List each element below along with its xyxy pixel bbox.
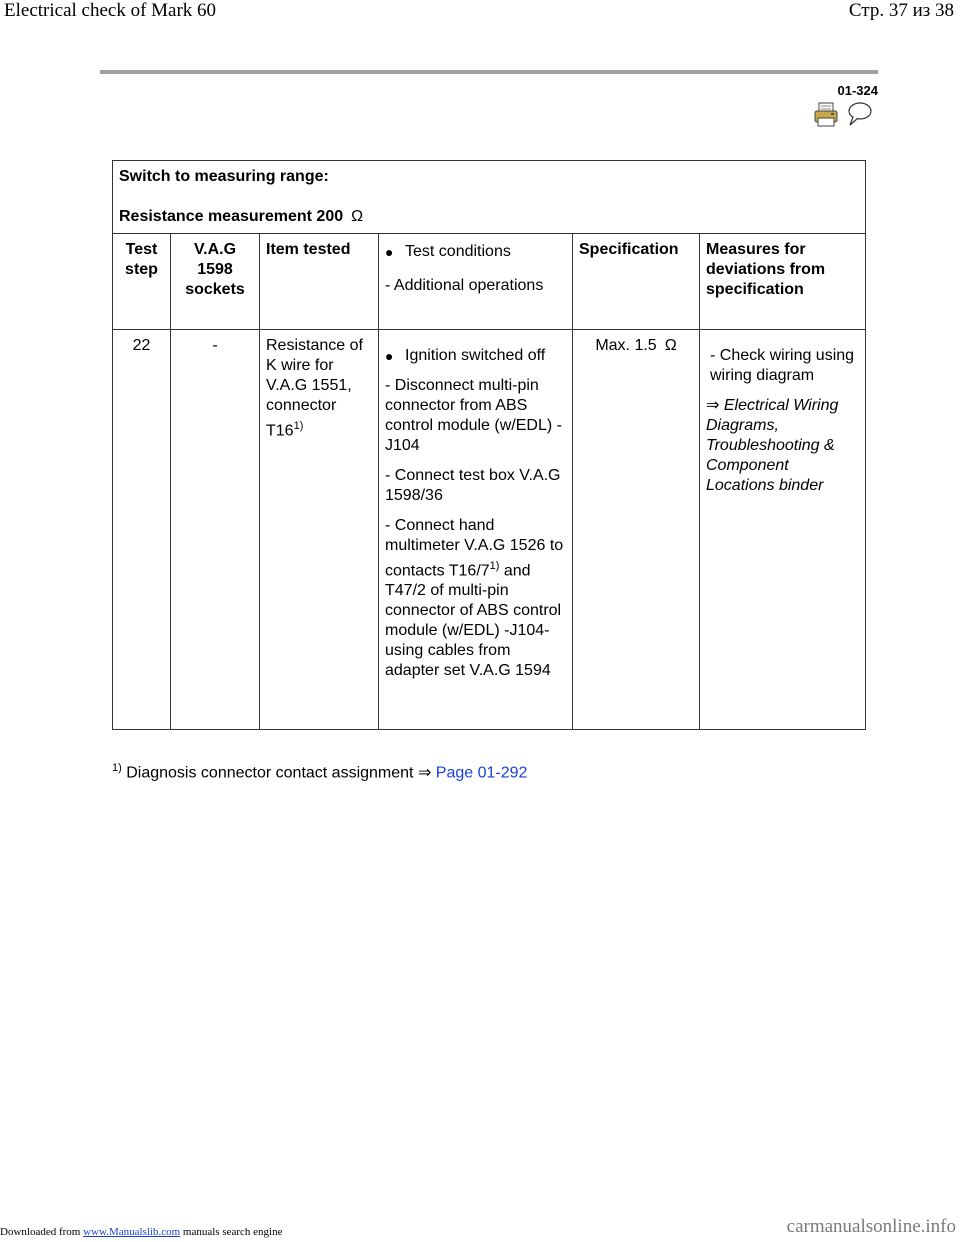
col-test-step: Test step: [113, 234, 171, 330]
speech-bubble-icon[interactable]: [846, 100, 872, 128]
col-vag-sockets: V.A.G 1598 sockets: [171, 234, 260, 330]
cell-item: Resistance of K wire for V.A.G 1551, connector T16$^{1)}$: [260, 330, 379, 730]
footnote: $^{1)}$ Diagnosis connector contact assignment ⇒ Page 01-292: [112, 762, 528, 782]
instruction-line-2: Resistance measurement 200 Ω: [119, 208, 364, 225]
col-specification: Specification: [573, 234, 700, 330]
measuring-range-cell: [113, 161, 866, 234]
instruction-line-1: Switch to measuring range:: [119, 168, 329, 185]
ohm-symbol: Ω: [351, 208, 364, 225]
col-item-tested: Item tested: [260, 234, 379, 330]
page-link[interactable]: Page 01-292: [435, 764, 528, 782]
bullet-icon: ●: [385, 244, 394, 260]
page-info: Стр. 37 из 38: [848, 0, 954, 21]
cell-conditions: ● Ignition switched off - Disconnect multi-pin connector from ABS control module (w/EDL) -J104 - Connect test box V.A.G 1598/36 - Connect hand multimeter V.A.G 1526 to contacts T16/7$^{1)}$ and T47/2 of multi-pin connector of ABS control module (w/EDL) -J104- using cables from adapter set V.A.G 1594: [379, 330, 573, 730]
header-rule: [100, 70, 878, 74]
arrow-icon: ⇒: [417, 764, 432, 782]
watermark: carmanualsonline.info: [786, 1216, 956, 1237]
download-note: Downloaded from www.Manualslib.com manuals search engine: [0, 1226, 283, 1238]
cell-spec: Max. 1.5 Ω: [573, 330, 700, 730]
col-measures: Measures for deviations from specification: [700, 234, 866, 330]
manualslib-link[interactable]: www.Manualslib.com: [83, 1226, 181, 1238]
test-table: [112, 160, 866, 730]
cell-socket: -: [171, 330, 260, 730]
document-title: Electrical check of Mark 60: [4, 0, 217, 21]
col-test-conditions: ● Test conditions - Additional operations: [379, 234, 573, 330]
ohm-symbol: Ω: [664, 337, 677, 354]
printer-icon[interactable]: [814, 100, 840, 128]
page-number: 01-324: [837, 83, 878, 98]
bullet-icon: ●: [385, 348, 394, 364]
toolbar-icons: [814, 100, 872, 128]
arrow-icon: ⇒: [706, 397, 720, 414]
cell-measures: - Check wiring using wiring diagram ⇒ Electrical Wiring Diagrams, Troubleshooting & Component Locations binder: [700, 330, 866, 730]
cell-step: 22: [113, 330, 171, 730]
